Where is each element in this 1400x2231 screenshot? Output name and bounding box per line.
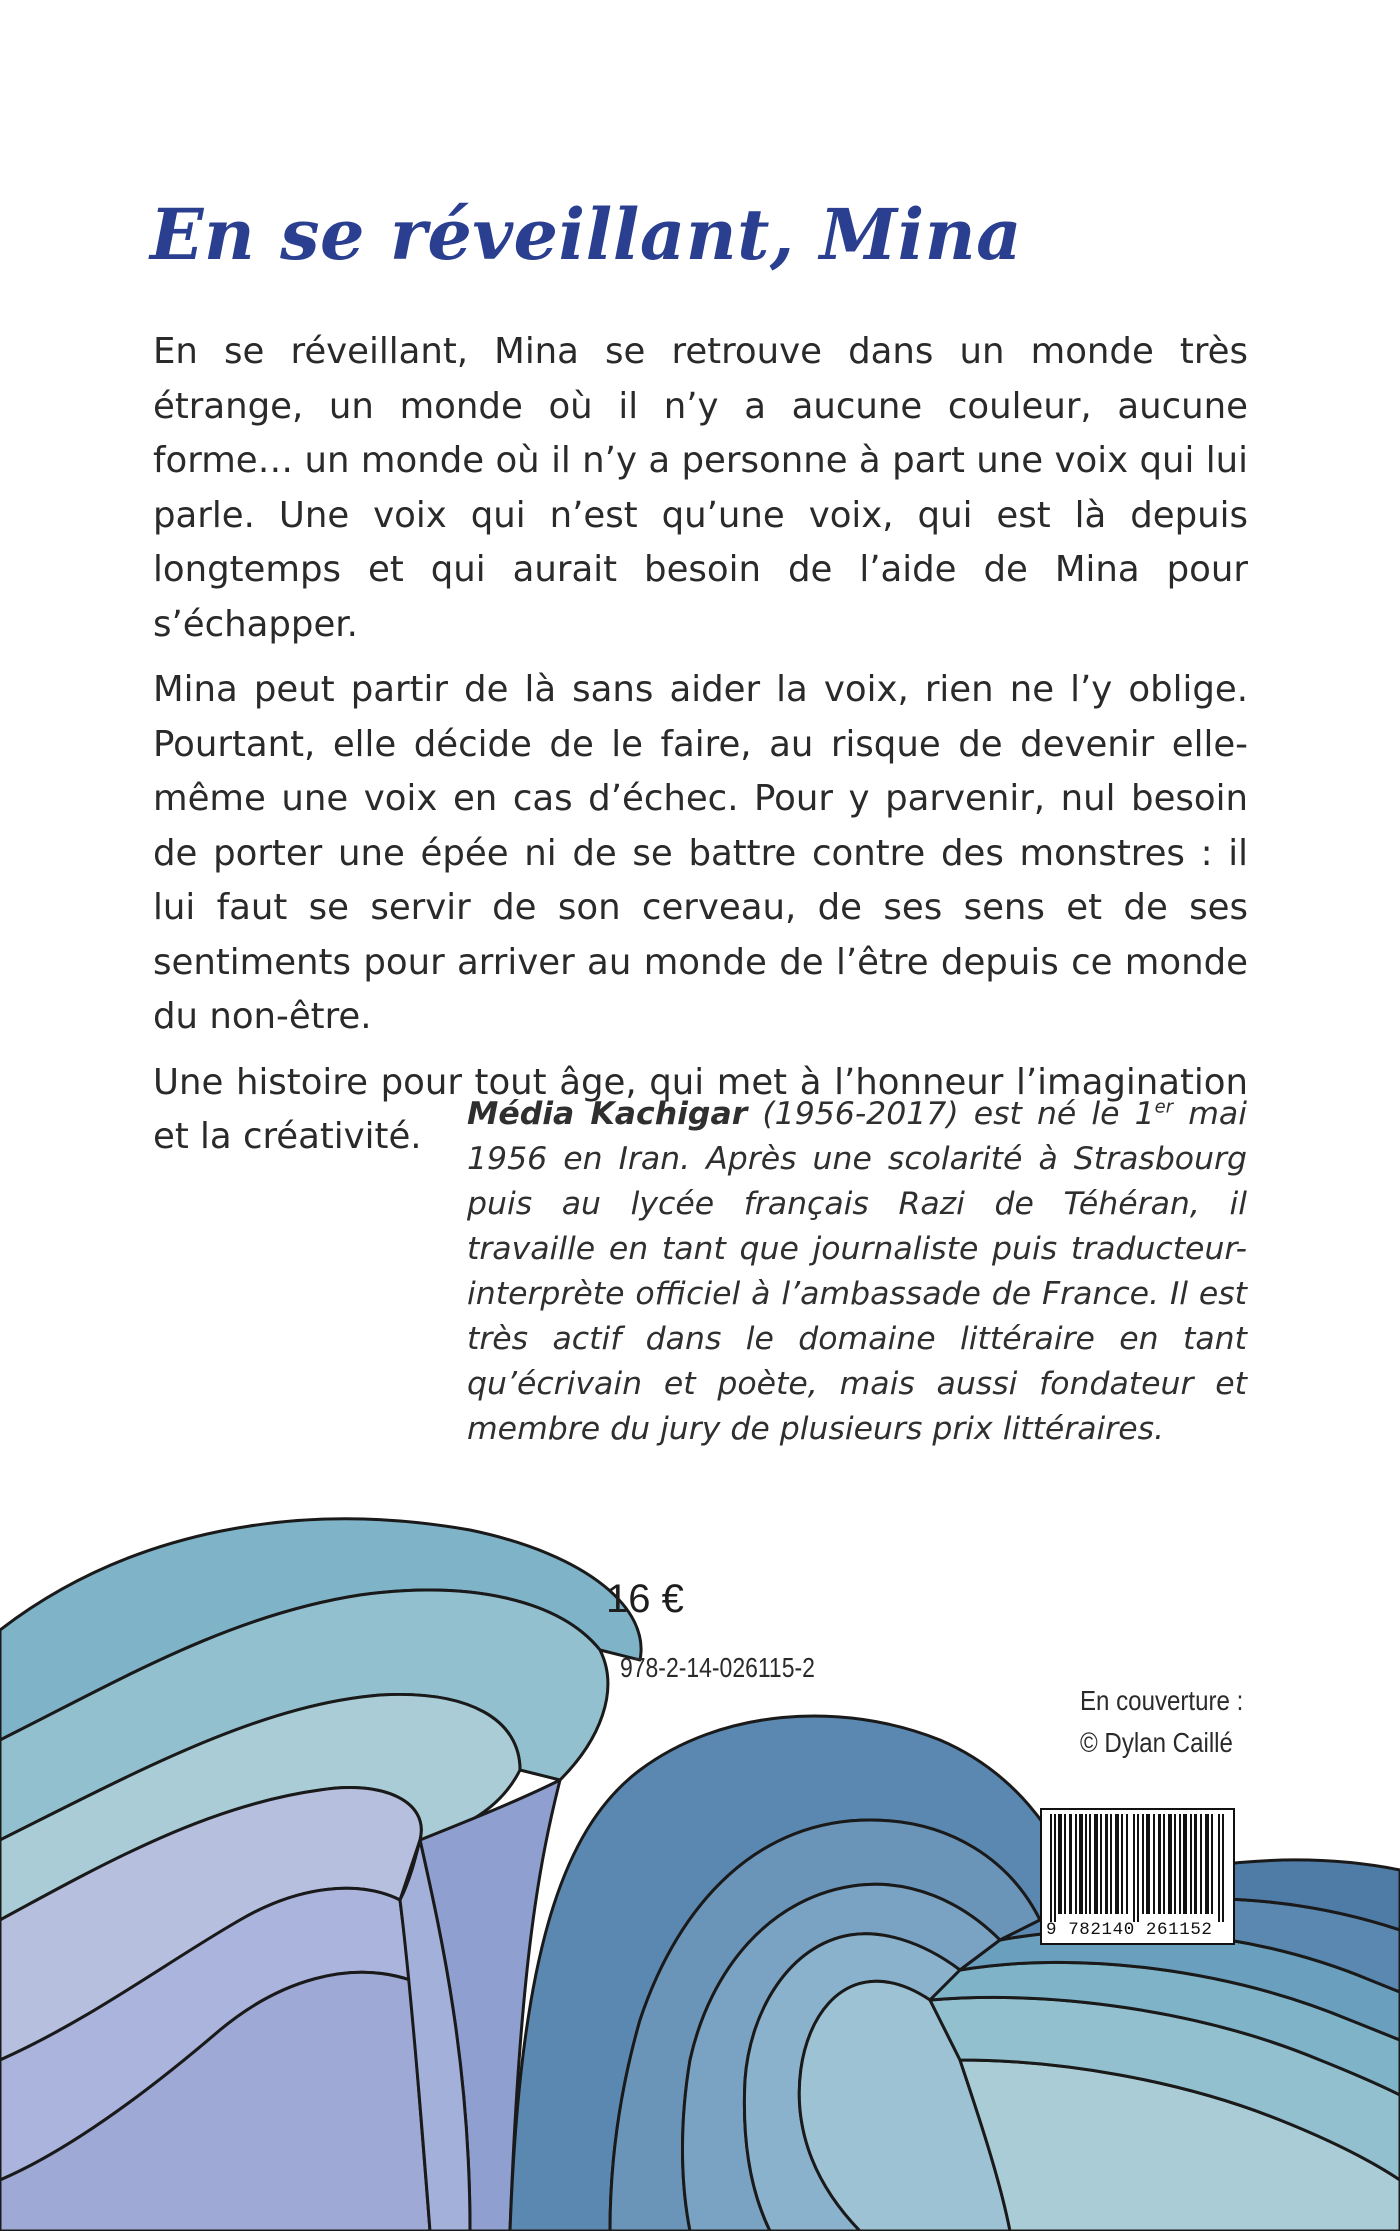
isbn-label: 978-2-14-026115-2 xyxy=(620,1652,815,1683)
barcode-digits: 9 782140 261152 xyxy=(1046,1920,1213,1940)
price-label: 16 € xyxy=(606,1577,684,1621)
blurb-paragraph: Mina peut partir de là sans aider la voix, rien ne l’y oblige. Pourtant, elle décide de le faire, au risque de devenir elle-même une voix en cas d’échec. Pour y parvenir, nul besoin de porter une épée ni de se battre contre des monstres : il lui faut se servir de son cerveau, de ses sens et de ses sentiments pour arriver au monde de l’être depuis ce monde du non-être. xyxy=(153,669,1248,1037)
back-cover-blurb xyxy=(153,325,1248,1176)
bio-text: mai 1956 en Iran. Après une scolarité à Strasbourg puis au lycée français Razi de Téhéran, il travaille en tant que journaliste puis traducteur-interprète officiel à l’ambassade de France. Il est très actif dans le domaine littéraire en tant qu’écrivain et poète, mais aussi fondateur et membre du jury de plusieurs prix littéraires. xyxy=(467,1096,1247,1447)
book-title: En se réveillant, Mina xyxy=(150,193,1022,276)
barcode xyxy=(1040,1808,1235,1945)
author-bio xyxy=(467,1092,1247,1452)
author-name: Média Kachigar xyxy=(467,1096,748,1132)
bio-text: (1956-2017) est né le 1 xyxy=(747,1096,1155,1132)
barcode-bars xyxy=(1048,1814,1230,1922)
cover-credit-artist: © Dylan Caillé xyxy=(1080,1727,1233,1758)
blurb-paragraph: Une histoire pour tout âge, qui met à l’honneur l’imagination et la créativité. xyxy=(153,1061,1248,1157)
blurb-paragraph: En se réveillant, Mina se retrouve dans un monde très étrange, un monde où il n’y a aucune couleur, aucune forme… un monde où il n’y a personne à part une voix qui lui parle. Une voix qui n’est qu’une voix, qui est là depuis longtemps et qui aurait besoin de l’aide de Mina pour s’échapper. xyxy=(153,331,1248,645)
cover-credit-heading: En couverture : xyxy=(1080,1685,1244,1716)
bio-superscript: er xyxy=(1154,1096,1174,1118)
cover-credit xyxy=(1080,1680,1243,1764)
